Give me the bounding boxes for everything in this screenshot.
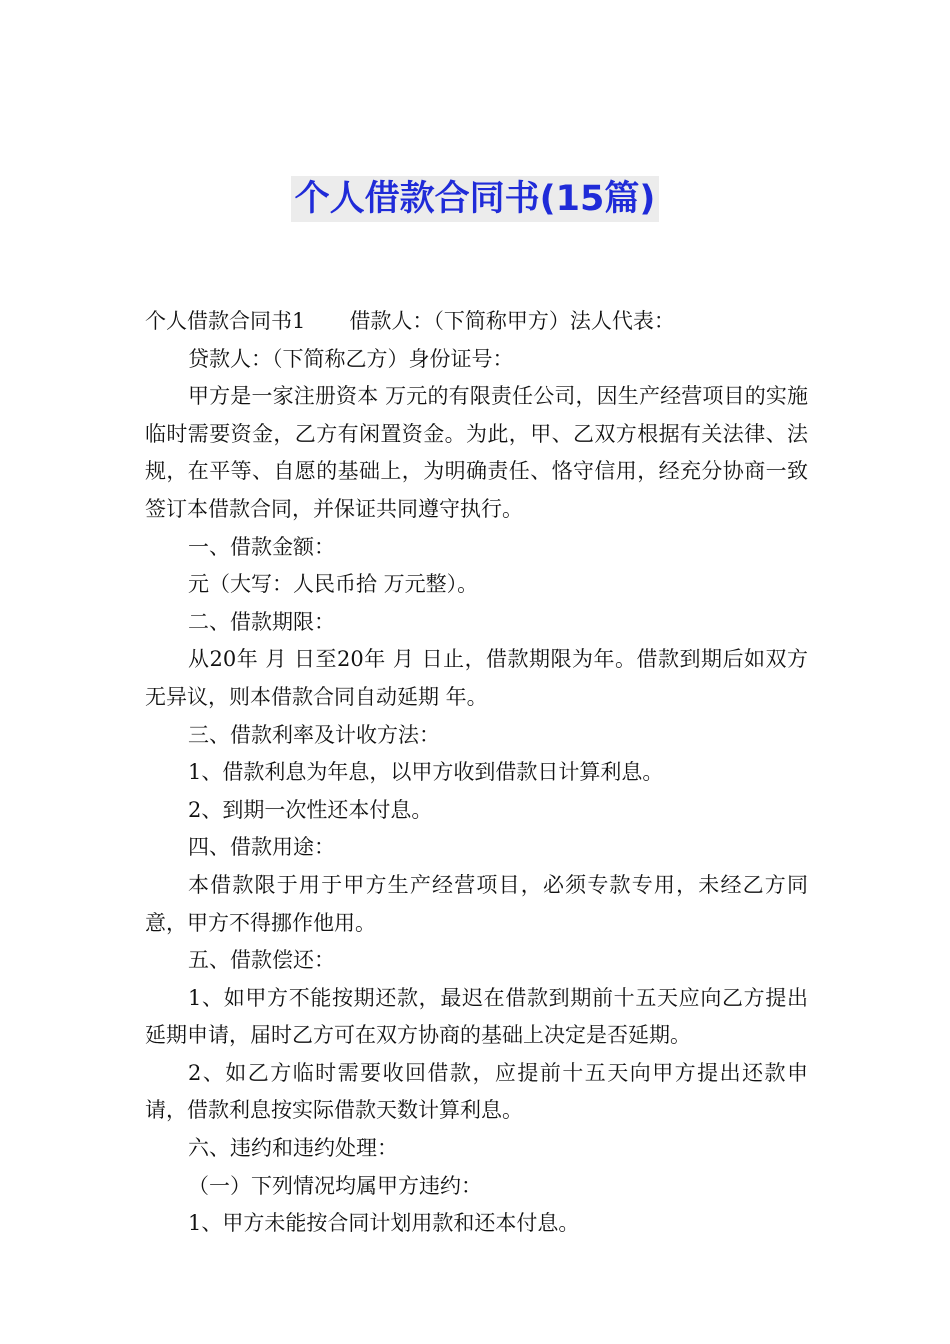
document-title: 个人借款合同书(15篇) bbox=[291, 176, 660, 222]
title-container bbox=[0, 176, 950, 222]
paragraph-amount: 元（大写：人民币拾 万元整）。 bbox=[188, 572, 479, 597]
subsection-heading-default-1: （一）下列情况均属甲方违约： bbox=[188, 1173, 482, 1198]
section-heading-amount: 一、借款金额： bbox=[188, 534, 335, 559]
list-item-interest-2: 2、到期一次性还本付息。 bbox=[188, 797, 433, 822]
list-item-interest-1: 1、借款利息为年息，以甲方收到借款日计算利息。 bbox=[188, 760, 664, 785]
contract-heading: 个人借款合同书1 bbox=[145, 309, 306, 333]
section-heading-interest: 三、借款利率及计收方法： bbox=[188, 722, 440, 747]
document-body bbox=[145, 303, 808, 1243]
paragraph-term: 从20年 月 日至20年 月 日止，借款期限为年。借款到期后如双方无异议，则本借款合同自动延期 年。 bbox=[145, 647, 808, 709]
paragraph-lender: 贷款人：（下简称乙方）身份证号： bbox=[188, 346, 514, 371]
section-heading-repayment: 五、借款偿还： bbox=[188, 948, 335, 973]
paragraph-purpose: 本借款限于用于甲方生产经营项目，必须专款专用，未经乙方同意，甲方不得挪作他用。 bbox=[145, 872, 808, 935]
first-line-text: 借款人：（下简称甲方）法人代表： bbox=[349, 309, 675, 333]
list-item-repayment-1: 1、如甲方不能按期还款，最迟在借款到期前十五天应向乙方提出延期申请，届时乙方可在双方协商的基础上决定是否延期。 bbox=[145, 985, 808, 1048]
section-heading-term: 二、借款期限： bbox=[188, 609, 335, 634]
section-heading-purpose: 四、借款用途： bbox=[188, 835, 335, 860]
paragraph-preamble: 甲方是一家注册资本 万元的有限责任公司，因生产经营项目的实施临时需要资金，乙方有闲置资金。为此，甲、乙双方根据有关法律、法规，在平等、自愿的基础上，为明确责任、恪守信用，经充分协商一致签订本借款合同，并保证共同遵守执行。 bbox=[145, 384, 808, 521]
first-paragraph bbox=[145, 303, 808, 341]
list-item-repayment-2: 2、如乙方临时需要收回借款，应提前十五天向甲方提出还款申请，借款利息按实际借款天数计算利息。 bbox=[145, 1060, 808, 1123]
section-heading-default: 六、违约和违约处理： bbox=[188, 1136, 398, 1161]
list-item-default-1: 1、甲方未能按合同计划用款和还本付息。 bbox=[188, 1211, 580, 1236]
